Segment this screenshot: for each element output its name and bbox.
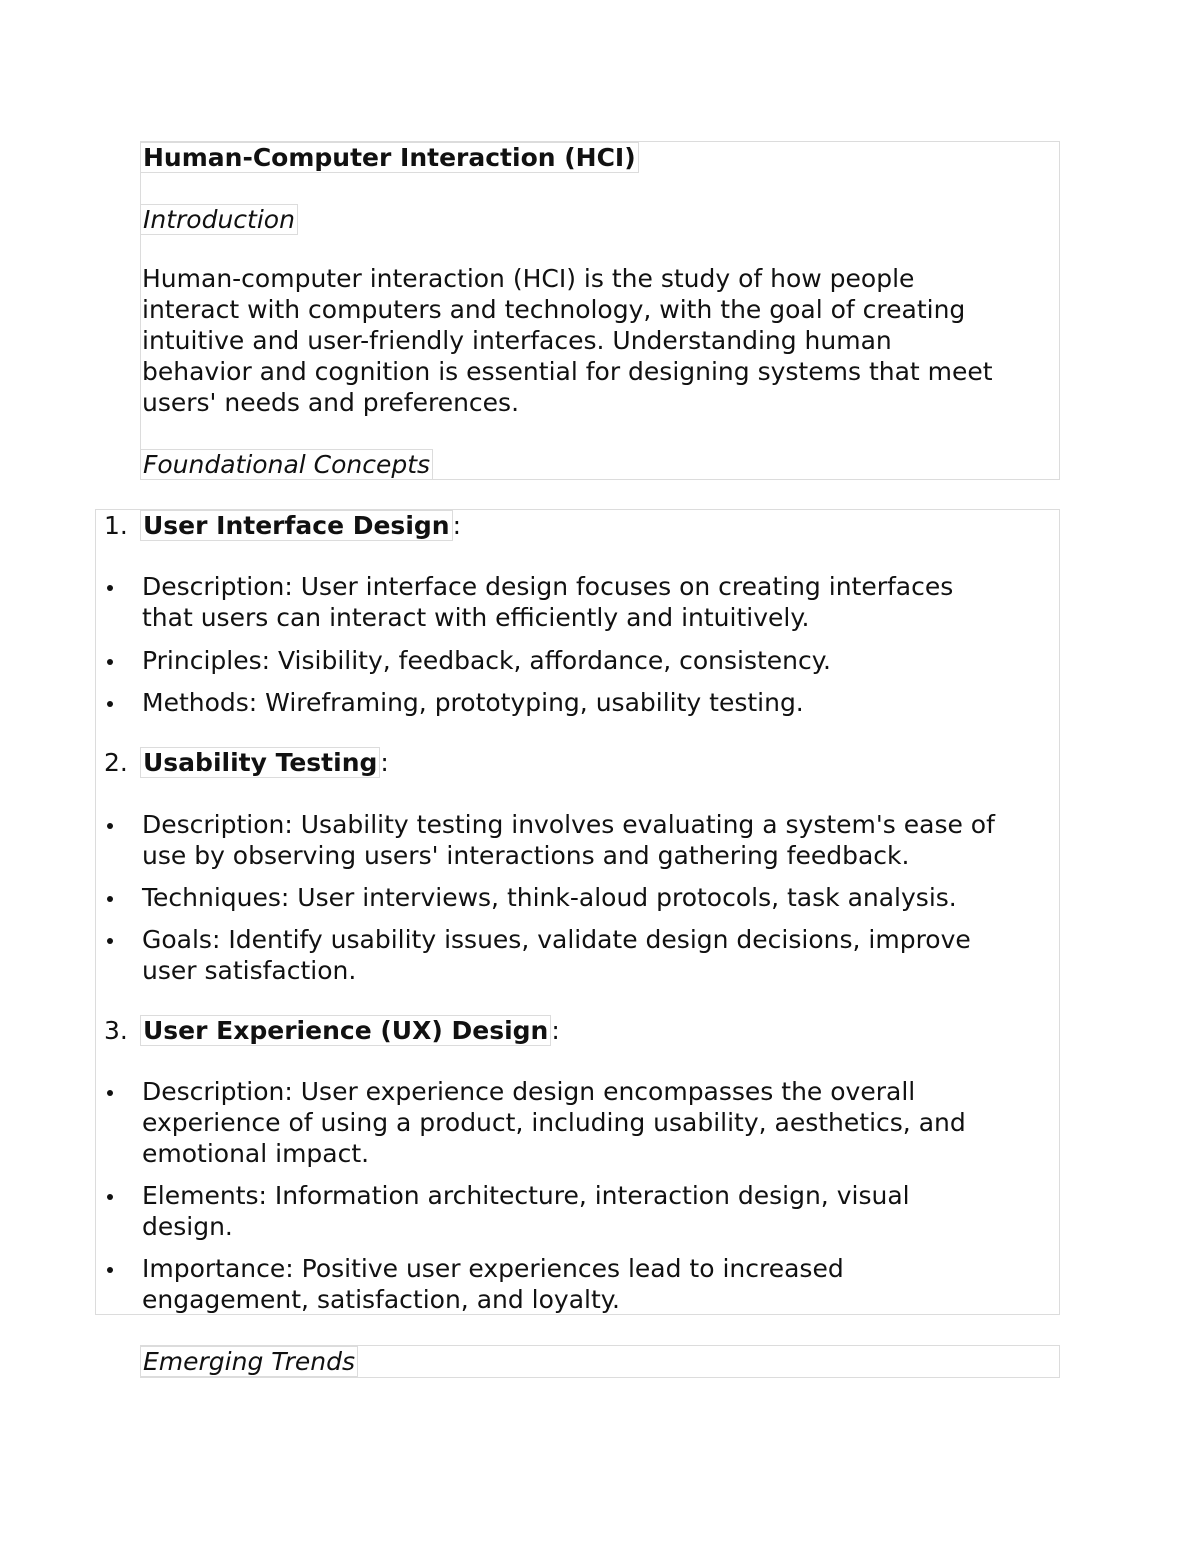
bullet-icon (100, 571, 120, 602)
list-item-line: emotional impact. (142, 1139, 370, 1168)
foundational-heading-wrap (140, 449, 433, 480)
list-item (142, 687, 1052, 718)
bullet-icon (100, 924, 120, 955)
emerging-heading: Emerging Trends (140, 1346, 358, 1377)
section-title: User Experience (UX) Design (140, 1015, 551, 1046)
list-item-line: experience of using a product, including usability, aesthetics, and (142, 1108, 966, 1137)
intro-line: Human-computer interaction (HCI) is the study of how people (142, 264, 915, 293)
list-item (142, 924, 1052, 986)
list-item (142, 1180, 1052, 1242)
bullet-icon (100, 809, 120, 840)
bullet-icon (100, 1076, 120, 1107)
list-item-line: design. (142, 1212, 233, 1241)
bullet-icon (100, 687, 120, 718)
section-heading (140, 510, 461, 541)
list-item-line: that users can interact with efficiently and intuitively. (142, 603, 810, 632)
bullet-icon (100, 1180, 120, 1211)
list-item-line: Goals: Identify usability issues, validate design decisions, improve (142, 925, 971, 954)
section-title: User Interface Design (140, 510, 453, 541)
section-suffix: : (551, 1016, 560, 1045)
intro-heading-wrap (140, 204, 298, 235)
list-item (142, 1076, 1052, 1169)
list-item-line: Methods: Wireframing, prototyping, usability testing. (142, 688, 804, 717)
list-item (142, 571, 1052, 633)
list-item-line: Description: Usability testing involves evaluating a system's ease of (142, 810, 995, 839)
list-item-line: Techniques: User interviews, think-aloud protocols, task analysis. (142, 883, 957, 912)
list-item-line: Description: User interface design focuses on creating interfaces (142, 572, 954, 601)
intro-heading: Introduction (140, 204, 298, 235)
list-item-line: Principles: Visibility, feedback, affordance, consistency. (142, 646, 831, 675)
section-suffix: : (452, 511, 462, 540)
intro-line: behavior and cognition is essential for designing systems that meet (142, 357, 993, 386)
list-item-line: engagement, satisfaction, and loyalty. (142, 1285, 620, 1314)
page-title: Human-Computer Interaction (HCI) (140, 142, 639, 173)
section-suffix: : (380, 748, 389, 777)
section-number: 1. (104, 511, 128, 540)
bullet-icon (100, 882, 120, 913)
list-item (142, 882, 1052, 913)
list-item (142, 645, 1052, 676)
intro-line: users' needs and preferences. (142, 388, 520, 417)
page-title-wrap (140, 142, 639, 173)
foundational-heading: Foundational Concepts (140, 449, 433, 480)
intro-line: intuitive and user-friendly interfaces. Understanding human (142, 326, 892, 355)
section-heading (140, 1015, 560, 1046)
section-number: 2. (104, 748, 128, 777)
section-title: Usability Testing (140, 747, 380, 778)
section-heading (140, 747, 389, 778)
section-number: 3. (104, 1016, 128, 1045)
emerging-heading-wrap (140, 1346, 358, 1377)
intro-line: interact with computers and technology, with the goal of creating (142, 295, 966, 324)
bullet-icon (100, 645, 120, 676)
list-item-line: Description: User experience design encompasses the overall (142, 1077, 916, 1106)
intro-paragraph (142, 263, 993, 418)
list-item (142, 809, 1052, 871)
list-item-line: use by observing users' interactions and gathering feedback. (142, 841, 910, 870)
list-item-line: Elements: Information architecture, interaction design, visual (142, 1181, 910, 1210)
list-item (142, 1253, 1052, 1315)
list-item-line: Importance: Positive user experiences lead to increased (142, 1254, 844, 1283)
list-item-line: user satisfaction. (142, 956, 357, 985)
bullet-icon (100, 1253, 120, 1284)
